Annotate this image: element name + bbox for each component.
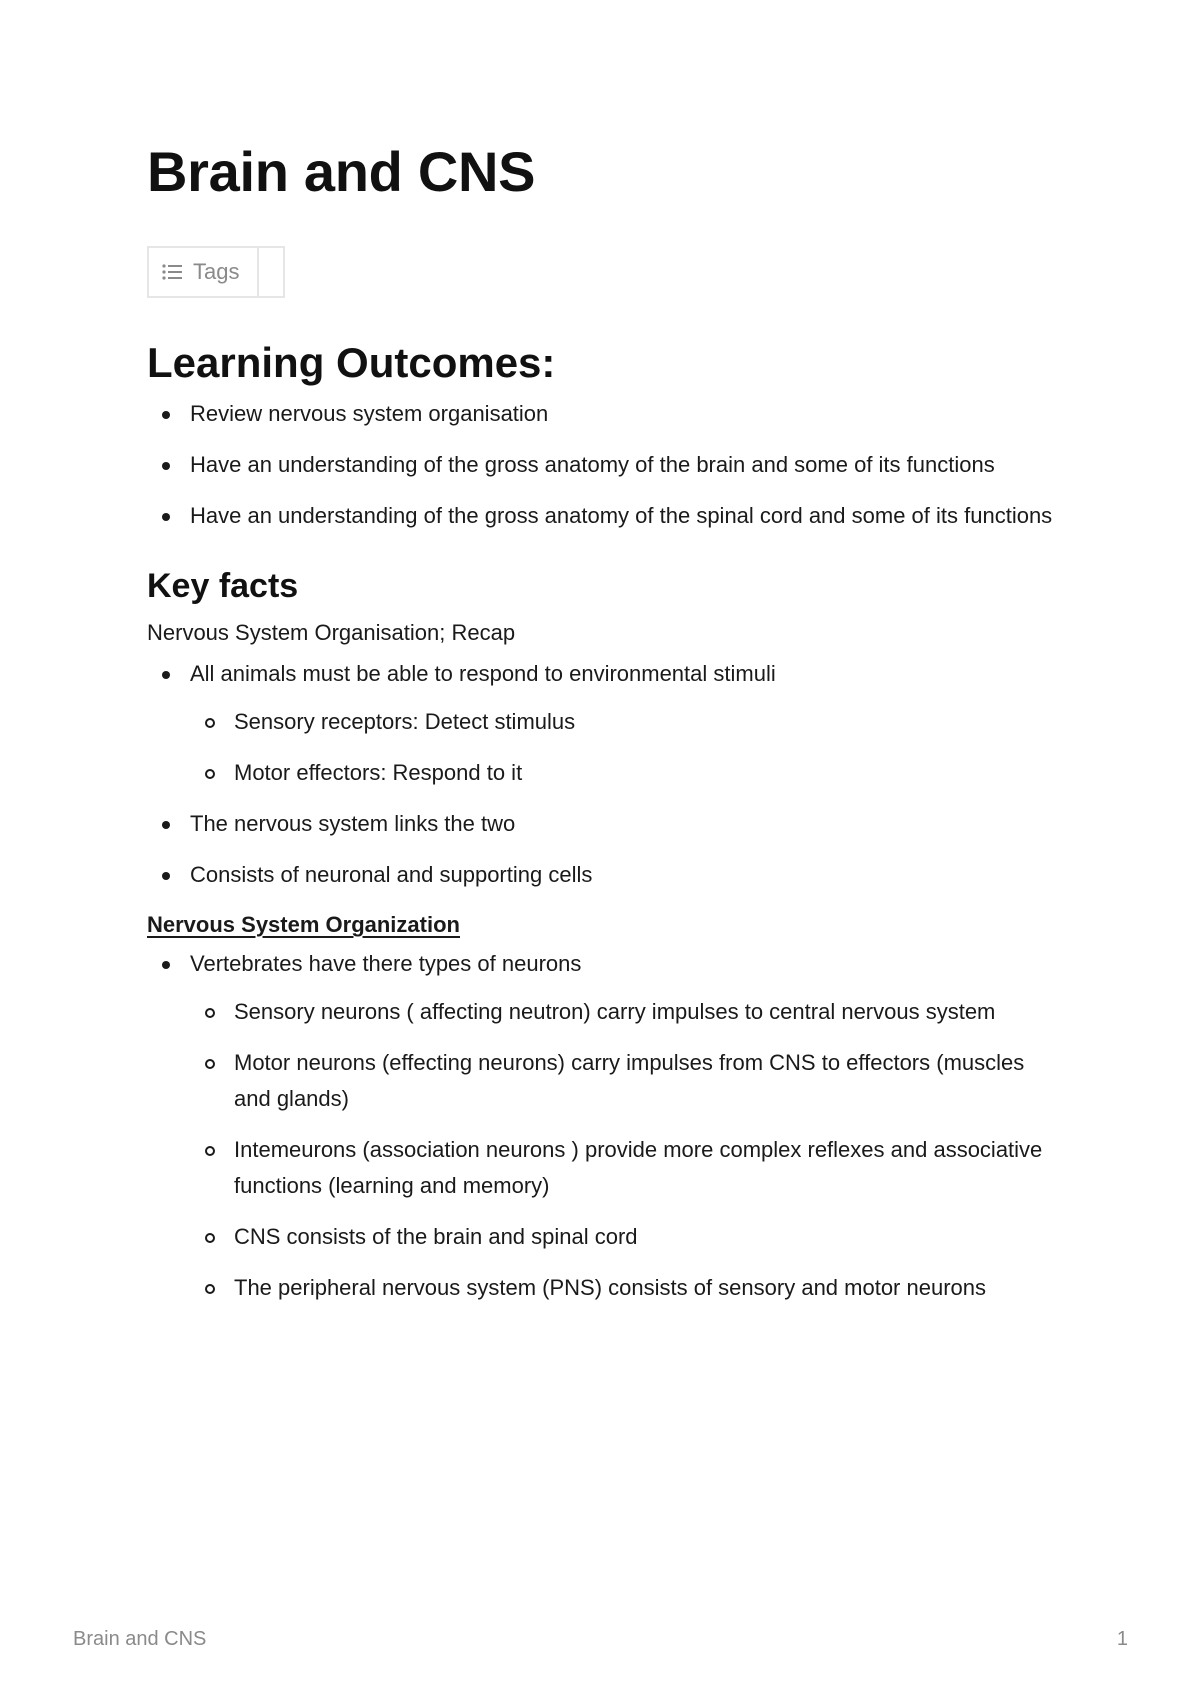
- list-item: [147, 806, 1067, 842]
- sub-list-item-text: Sensory receptors: Detect stimulus: [234, 709, 576, 734]
- list-item-text: Have an understanding of the gross anatomy of the brain and some of its functions: [190, 452, 995, 477]
- list-item-text: All animals must be able to respond to environmental stimuli: [190, 661, 776, 686]
- sub-list-item: [190, 1219, 1067, 1255]
- sub-list-item-text: The peripheral nervous system (PNS) consists of sensory and motor neurons: [234, 1275, 986, 1300]
- list-item: [147, 396, 1067, 432]
- list-item: [147, 447, 1067, 483]
- hollow-bullet-icon: [205, 1146, 215, 1156]
- organization-heading: Nervous System Organization: [147, 912, 460, 937]
- sub-list-item-text: Motor effectors: Respond to it: [234, 760, 523, 785]
- sub-list-item: [190, 1270, 1067, 1306]
- bullet-icon: [162, 671, 170, 679]
- bullet-icon: [162, 961, 170, 969]
- tags-value[interactable]: [259, 248, 283, 296]
- list-item: [147, 498, 1067, 534]
- sub-list-item: [190, 994, 1067, 1030]
- list-item: [147, 946, 1067, 1306]
- hollow-bullet-icon: [205, 1059, 215, 1069]
- sub-list-item: [190, 1045, 1067, 1117]
- sub-list-item-text: Intemeurons (association neurons ) provide more complex reflexes and associative functions (learning and memory): [234, 1137, 1043, 1198]
- tags-property-label[interactable]: [149, 248, 259, 296]
- footer-page-number: 1: [1116, 1628, 1128, 1650]
- key-facts-intro: Nervous System Organisation; Recap: [147, 620, 516, 645]
- sub-list-item: [190, 1132, 1067, 1204]
- list-item-text: Vertebrates have there types of neurons: [190, 951, 582, 976]
- sub-list-item: [190, 755, 1067, 791]
- bullet-icon: [162, 872, 170, 880]
- list-icon: [161, 261, 183, 283]
- list-item-text: Review nervous system organisation: [190, 401, 549, 426]
- tags-property-row[interactable]: [147, 246, 285, 298]
- bullet-icon: [162, 462, 170, 470]
- sub-list-item-text: Motor neurons (effecting neurons) carry impulses from CNS to effectors (muscles and glands): [234, 1050, 1025, 1111]
- list-item-text: Have an understanding of the gross anatomy of the spinal cord and some of its functions: [190, 503, 1053, 528]
- list-item-text: The nervous system links the two: [190, 811, 516, 836]
- hollow-bullet-icon: [205, 1008, 215, 1018]
- hollow-bullet-icon: [205, 769, 215, 779]
- key-facts-heading: Key facts: [147, 567, 299, 605]
- sub-list-item-text: Sensory neurons ( affecting neutron) carry impulses to central nervous system: [234, 999, 996, 1024]
- organization-list: [147, 946, 1067, 1306]
- bullet-icon: [162, 513, 170, 521]
- key-facts-list: [147, 656, 1067, 893]
- footer-doc-name: Brain and CNS: [73, 1628, 207, 1650]
- hollow-bullet-icon: [205, 1284, 215, 1294]
- hollow-bullet-icon: [205, 1233, 215, 1243]
- bullet-icon: [162, 411, 170, 419]
- sub-list: [190, 704, 1067, 791]
- sub-list-item-text: CNS consists of the brain and spinal cord: [234, 1224, 638, 1249]
- page-content: [147, 140, 1067, 1321]
- learning-outcomes-list: [147, 396, 1067, 534]
- list-item: [147, 656, 1067, 791]
- hollow-bullet-icon: [205, 718, 215, 728]
- list-item: [147, 857, 1067, 893]
- sub-list: [190, 994, 1067, 1306]
- page-title: Brain and CNS: [147, 140, 536, 203]
- list-item-text: Consists of neuronal and supporting cells: [190, 862, 593, 887]
- bullet-icon: [162, 821, 170, 829]
- learning-outcomes-heading: Learning Outcomes:: [147, 339, 556, 386]
- sub-list-item: [190, 704, 1067, 740]
- tags-label: Tags: [193, 259, 240, 284]
